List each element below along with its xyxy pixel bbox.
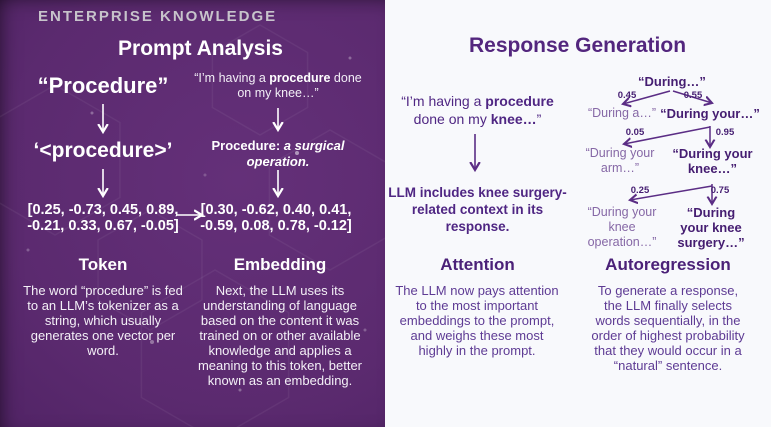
probability-label: 0.05 <box>625 127 645 138</box>
response-generation-title: Response Generation <box>468 34 687 57</box>
token-description: The word “procedure” is fed to an LLM’s tokenizer as a string, which usually generates one vector per word. <box>23 283 183 358</box>
token-heading: Token <box>78 255 128 274</box>
autoregression-description: To generate a response, the LLM finally selects words sequentially, in the order of highest probability that they would occur in a “natural” sentence. <box>591 283 745 373</box>
arrow-down-icon <box>97 169 109 204</box>
prompt-quote-right <box>385 92 570 128</box>
arrow-down-icon <box>97 104 109 140</box>
prompt-bold-procedure: procedure <box>485 93 554 109</box>
definition-term: Procedure: <box>211 138 284 153</box>
token-vector <box>13 202 193 234</box>
probability-label: 0.45 <box>617 90 637 101</box>
tree-node-during-a: “During a…” <box>587 106 657 120</box>
attention-description: The LLM now pays attention to the most important embeddings to the prompt, and weighs these most highly in the prompt. <box>395 283 559 358</box>
embedding-vector-line2: -0.59, 0.08, 0.78, -0.12] <box>200 218 352 234</box>
tree-node-during-your-knee: “During your knee…” <box>672 146 753 176</box>
prompt-quote-seg: done on my knee…” <box>237 71 362 100</box>
prompt-analysis-title: Prompt Analysis <box>118 37 283 60</box>
arrow-down-icon <box>272 170 284 204</box>
prompt-seg: ” <box>536 111 542 127</box>
tree-node-during-your-knee-operation: “During your knee operation…” <box>587 205 657 249</box>
probability-label: 0.55 <box>683 90 703 101</box>
arrow-right-icon <box>176 209 210 221</box>
embedding-vector <box>186 202 366 234</box>
definition-text <box>203 138 353 170</box>
tree-node-during-your-knee-surgery: “During your knee surgery…” <box>677 205 745 250</box>
prompt-quote-seg: “I’m having a <box>194 71 270 85</box>
prompt-bold-knee: knee… <box>490 111 537 127</box>
token-label: ‘<procedure>’ <box>33 139 173 162</box>
arrow-down-icon <box>272 108 284 138</box>
token-vector-line2: -0.21, 0.33, 0.67, -0.05] <box>27 218 179 234</box>
tree-node-during-your: “During your…” <box>660 106 760 121</box>
arrow-down-icon <box>469 134 481 178</box>
response-generation-panel <box>385 0 771 427</box>
tree-root-label: “During…” <box>638 74 706 89</box>
prompt-quote-bold: procedure <box>269 71 331 85</box>
probability-label: 0.25 <box>630 185 650 196</box>
autoregression-heading: Autoregression <box>605 255 731 274</box>
attention-heading: Attention <box>440 255 515 274</box>
llm-context-note: LLM includes knee surgery-related context in its response. <box>388 185 567 234</box>
embedding-heading: Embedding <box>233 255 327 274</box>
prompt-quote <box>193 71 363 101</box>
embedding-vector-line1: [0.30, -0.62, 0.40, 0.41, <box>200 202 352 218</box>
token-vector-line1: [0.25, -0.73, 0.45, 0.89, <box>27 202 179 218</box>
prompt-seg: “I’m having a <box>401 93 486 109</box>
embedding-description: Next, the LLM uses its understanding of language based on the content it was trained on or other available knowledge and applies a meaning to this token, better known as an embedding. <box>197 283 363 388</box>
tree-node-during-your-arm: “During your arm…” <box>585 146 655 175</box>
definition-meaning: a surgical operation. <box>246 138 345 169</box>
prompt-analysis-panel <box>0 0 385 427</box>
brand-text: ENTERPRISE KNOWLEDGE <box>38 8 278 25</box>
word-label: “Procedure” <box>37 73 169 98</box>
probability-label: 0.95 <box>715 127 735 138</box>
prompt-seg: done on my <box>413 111 491 127</box>
probability-label: 0.75 <box>710 185 730 196</box>
